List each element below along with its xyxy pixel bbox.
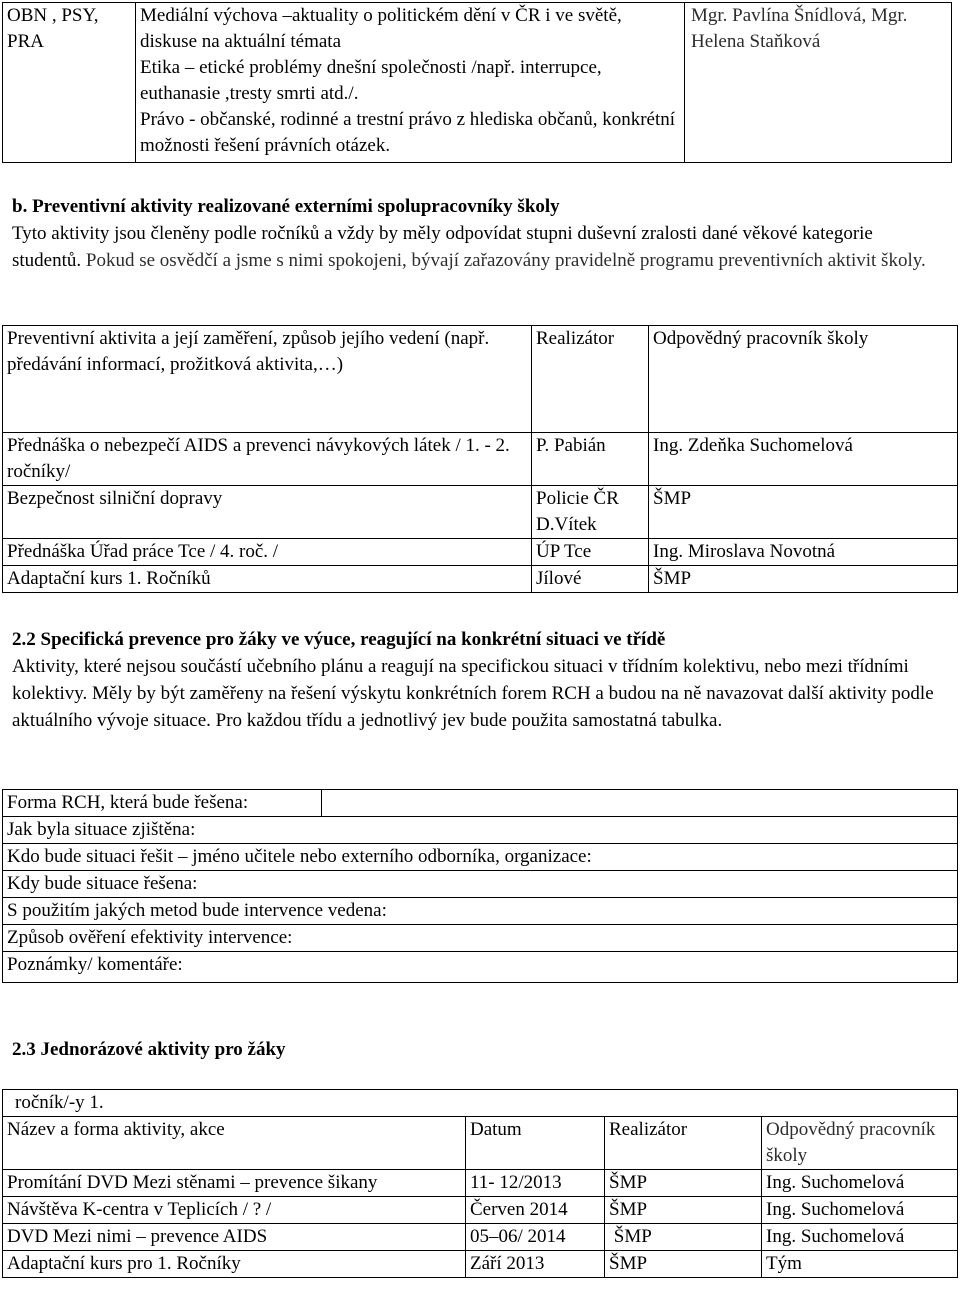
section-b-text-1: Tyto aktivity jsou členěny podle ročníků a vždy by měly odpovídat stupni duševní zralosti dané věkové kategorie studentů. bbox=[12, 223, 873, 271]
subject-cell: OBN , PSY, PRA bbox=[3, 3, 136, 163]
realizer-cell: ŠMP bbox=[605, 1251, 762, 1278]
external-activities-table bbox=[2, 325, 958, 593]
table-row bbox=[3, 3, 952, 163]
realizer-cell: ŠMP bbox=[605, 1224, 762, 1251]
responsible-cell: ŠMP bbox=[649, 566, 958, 593]
activity-cell: Adaptační kurs 1. Ročníků bbox=[3, 566, 532, 593]
table-row bbox=[3, 1170, 958, 1197]
form-label: S použitím jakých metod bude intervence vedena: bbox=[3, 898, 958, 925]
table-row bbox=[3, 844, 958, 871]
table-row bbox=[3, 1224, 958, 1251]
oneoff-activities-table bbox=[2, 1089, 958, 1278]
header-activity: Název a forma aktivity, akce bbox=[3, 1117, 466, 1170]
responsible-cell: Ing. Suchomelová bbox=[762, 1170, 958, 1197]
table-row bbox=[3, 790, 958, 817]
responsible-cell: Ing. Suchomelová bbox=[762, 1197, 958, 1224]
grade-cell: ročník/-y 1. bbox=[3, 1090, 958, 1117]
intervention-form-table bbox=[2, 789, 958, 983]
table-row bbox=[3, 898, 958, 925]
table-row bbox=[3, 1251, 958, 1278]
header-activity: Preventivní aktivita a její zaměření, způsob jejího vedení (např. předávání informací, prožitková aktivita,…) bbox=[3, 326, 532, 433]
table-header-row bbox=[3, 1117, 958, 1170]
activity-cell: Bezpečnost silniční dopravy bbox=[3, 486, 532, 539]
table-row bbox=[3, 952, 958, 983]
form-label: Kdy bude situace řešena: bbox=[3, 871, 958, 898]
form-label: Jak byla situace zjištěna: bbox=[3, 817, 958, 844]
table-row bbox=[3, 486, 958, 539]
realizer-cell: ŠMP bbox=[605, 1170, 762, 1197]
realizer-cell: Jílové bbox=[532, 566, 649, 593]
section-b-heading: b. Preventivní aktivity realizované externími spolupracovníky školy bbox=[12, 196, 560, 217]
realizer-cell: ÚP Tce bbox=[532, 539, 649, 566]
table-row bbox=[3, 871, 958, 898]
header-responsible: Odpovědný pracovník školy bbox=[649, 326, 958, 433]
table-row bbox=[3, 566, 958, 593]
responsible-cell: Tým bbox=[762, 1251, 958, 1278]
date-cell: Září 2013 bbox=[466, 1251, 605, 1278]
realizer-cell: P. Pabián bbox=[532, 433, 649, 486]
responsible-cell: ŠMP bbox=[649, 486, 958, 539]
responsible-cell: Ing. Miroslava Novotná bbox=[649, 539, 958, 566]
responsible-cell: Ing. Suchomelová bbox=[762, 1224, 958, 1251]
table-row bbox=[3, 925, 958, 952]
form-label: Způsob ověření efektivity intervence: bbox=[3, 925, 958, 952]
section-23-heading: 2.3 Jednorázové aktivity pro žáky bbox=[12, 1039, 286, 1060]
table-row bbox=[3, 1197, 958, 1224]
section-22-heading: 2.2 Specifická prevence pro žáky ve výuce, reagující na konkrétní situaci ve třídě bbox=[12, 629, 666, 650]
realizer-cell: ŠMP bbox=[605, 1197, 762, 1224]
realizer-cell: Policie ČR D.Vítek bbox=[532, 486, 649, 539]
form-label: Forma RCH, která bude řešena: bbox=[3, 790, 322, 817]
header-realizer: Realizátor bbox=[605, 1117, 762, 1170]
activity-cell: Přednáška o nebezpečí AIDS a prevenci návykových látek / 1. - 2. ročníky/ bbox=[3, 433, 532, 486]
teachers-cell: Mgr. Pavlína Šnídlová, Mgr. Helena Staňková bbox=[685, 3, 952, 163]
date-cell: Červen 2014 bbox=[466, 1197, 605, 1224]
header-realizer: Realizátor bbox=[532, 326, 649, 433]
top-curriculum-table bbox=[2, 2, 952, 163]
form-label: Poznámky/ komentáře: bbox=[3, 952, 958, 983]
table-header-row bbox=[3, 326, 958, 433]
date-cell: 11- 12/2013 bbox=[466, 1170, 605, 1197]
section-b-text-2: Pokud se osvědčí a jsme s nimi spokojeni, bývají zařazovány pravidelně programu preventivních aktivit školy. bbox=[81, 250, 926, 271]
topic-item: Etika – etické problémy dnešní společnosti /např. interrupce, euthanasie ,tresty smrti atd./. bbox=[140, 57, 602, 104]
date-cell: 05–06/ 2014 bbox=[466, 1224, 605, 1251]
topic-item: Právo - občanské, rodinné a trestní právo z hlediska občanů, konkrétní možnosti řešení právních otázek. bbox=[140, 109, 676, 156]
activity-cell: Návštěva K-centra v Teplicích / ? / bbox=[3, 1197, 466, 1224]
table-row bbox=[3, 539, 958, 566]
table-row bbox=[3, 433, 958, 486]
activity-cell: DVD Mezi nimi – prevence AIDS bbox=[3, 1224, 466, 1251]
table-row bbox=[3, 1090, 958, 1117]
form-label: Kdo bude situaci řešit – jméno učitele nebo externího odborníka, organizace: bbox=[3, 844, 958, 871]
topic-item: Mediální výchova –aktuality o politickém dění v ČR i ve světě, diskuse na aktuální témata bbox=[140, 5, 622, 52]
header-date: Datum bbox=[466, 1117, 605, 1170]
responsible-cell: Ing. Zdeňka Suchomelová bbox=[649, 433, 958, 486]
activity-cell: Adaptační kurs pro 1. Ročníky bbox=[3, 1251, 466, 1278]
activity-cell: Přednáška Úřad práce Tce / 4. roč. / bbox=[3, 539, 532, 566]
table-row bbox=[3, 817, 958, 844]
section-b-text bbox=[12, 220, 942, 274]
activity-cell: Promítání DVD Mezi stěnami – prevence šikany bbox=[3, 1170, 466, 1197]
topics-cell bbox=[136, 3, 685, 163]
form-value[interactable] bbox=[322, 790, 958, 817]
section-22-text: Aktivity, které nejsou součástí učebního plánu a reagují na specifickou situaci v třídním kolektivu, nebo mezi třídními kolektivy. Měly by být zaměřeny na řešení výskytu konkrétních forem RCH a budou na ně navazovat další aktivity podle aktuálního vývoje situace. Pro každou třídu a jednotlivý jev bude použita samostatná tabulka. bbox=[12, 656, 934, 731]
header-responsible: Odpovědný pracovník školy bbox=[762, 1117, 958, 1170]
